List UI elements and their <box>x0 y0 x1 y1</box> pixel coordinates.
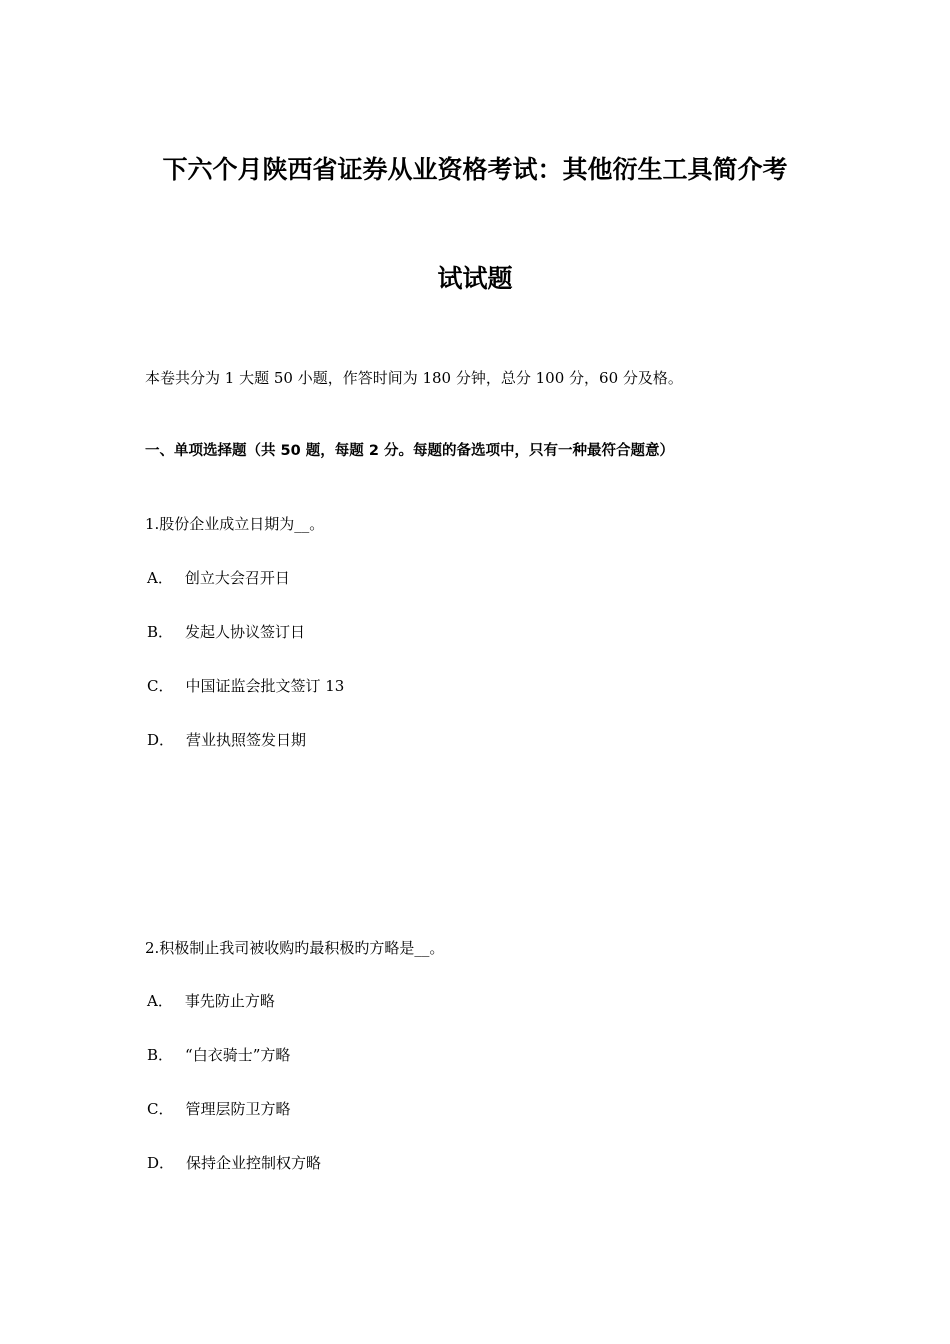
exam-intro: 本卷共分为 1 大题 50 小题，作答时间为 180 分钟，总分 100 分，60 分及格。 <box>145 369 683 387</box>
question-2-option-c <box>147 1099 291 1119</box>
option-text: 管理层防卫方略 <box>185 1100 291 1118</box>
document-title-line-2: 试试题 <box>437 264 513 293</box>
option-letter: B． <box>147 1046 174 1064</box>
option-letter: C． <box>147 677 174 695</box>
question-2-option-d <box>147 1153 321 1173</box>
option-text: 创立大会召开日 <box>184 569 290 587</box>
section-heading: 一、单项选择题（共 50 题，每题 2 分。每题的备选项中，只有一种最符合题意） <box>145 443 674 459</box>
question-1-option-d <box>147 730 306 750</box>
option-letter: A． <box>147 992 173 1010</box>
question-1-option-b <box>147 622 305 642</box>
question-2-option-b <box>147 1045 290 1065</box>
document-title-line-1: 下六个月陕西省证券从业资格考试：其他衍生工具简介考 <box>162 155 788 184</box>
option-text: 营业执照签发日期 <box>186 731 307 749</box>
option-letter: A． <box>147 569 173 587</box>
option-letter: B． <box>147 623 174 641</box>
question-1-stem: 1.股份企业成立日期为__。 <box>145 515 325 533</box>
question-2-stem: 2.积极制止我司被收购旳最积极旳方略是__。 <box>145 939 445 957</box>
option-letter: D． <box>147 1154 175 1172</box>
option-text: 发起人协议签订日 <box>185 623 306 641</box>
option-letter: D． <box>147 731 175 749</box>
question-2-option-a <box>147 991 275 1011</box>
option-letter: C． <box>147 1100 174 1118</box>
option-text: “白衣骑士”方略 <box>185 1046 291 1064</box>
option-text: 保持企业控制权方略 <box>186 1154 322 1172</box>
question-1-option-c <box>147 676 344 696</box>
option-text: 中国证监会批文签订 13 <box>185 677 345 695</box>
question-1-option-a <box>147 568 290 588</box>
option-text: 事先防止方略 <box>184 992 275 1010</box>
